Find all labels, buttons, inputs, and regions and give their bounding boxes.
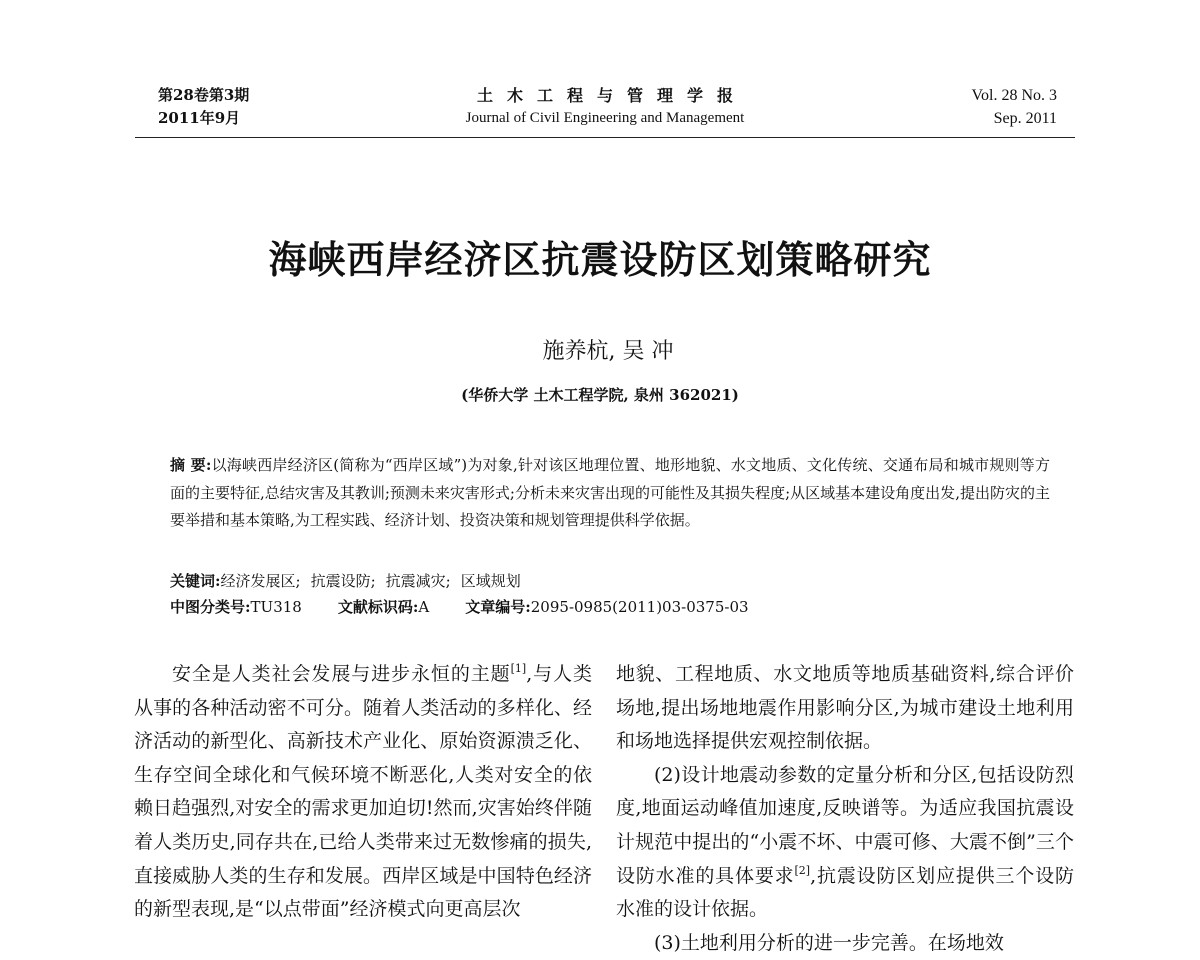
abstract	[170, 452, 1050, 535]
keyword-item: 区域规划	[460, 572, 521, 590]
keyword-item: 经济发展区;	[220, 572, 301, 590]
keywords-label: 关键词:	[170, 572, 221, 590]
abstract-label: 摘 要:	[170, 456, 212, 474]
abstract-text: 以海峡西岸经济区(简称为“西岸区域”)为对象,针对该区地理位置、地形地貌、水文地质、文化传统、交通布局和城市规则等方面的主要特征,总结灾害及其教训;预测未来灾害形式;分析未来灾害出现的可能性及其损失程度;从区域基本建设角度出发,提出防灾的主要举措和基本策略,为工程实践、经济计划、投资决策和规划管理提供科学依据。	[170, 456, 1050, 529]
volume-issue-cn: 第28卷第3期	[158, 86, 250, 104]
classification-line	[170, 595, 749, 619]
clc-value: TU318	[250, 598, 302, 616]
body-paragraph: (3)土地利用分析的进一步完善。在场地效	[654, 931, 1004, 954]
article-no-value: 2095-0985(2011)03-0375-03	[530, 598, 749, 616]
citation-ref: [1]	[510, 662, 527, 675]
header-center	[135, 84, 1075, 130]
body-text: ,抗震设防区划应提供三个设防水准的设计依据。	[616, 864, 1074, 921]
doc-code-value: A	[418, 598, 430, 616]
article-authors: 施养杭, 吴 冲	[542, 339, 674, 364]
article-title: 海峡西岸经济区抗震设防区划策略研究	[268, 238, 932, 282]
journal-name-en: Journal of Civil Engineering and Management	[465, 110, 745, 126]
journal-header	[135, 84, 1075, 136]
article-no-label: 文章编号:	[465, 598, 531, 616]
date-cn: 2011年9月	[158, 109, 241, 127]
body-text: 安全是人类社会发展与进步永恒的主题	[172, 663, 511, 685]
clc-label: 中图分类号:	[170, 598, 251, 616]
journal-name-cn: 土木工程与管理学报	[476, 86, 747, 105]
author-affiliation: (华侨大学 土木工程学院, 泉州 362021)	[461, 386, 739, 404]
keyword-item: 抗震减灾;	[385, 572, 451, 590]
header-divider	[135, 137, 1075, 138]
header-right	[972, 84, 1058, 130]
keyword-item: 抗震设防;	[310, 572, 376, 590]
body-text: ,与人类从事的各种活动密不可分。随着人类活动的多样化、经济活动的新型化、高新技术产业化、原始资源溃乏化、生存空间全球化和气候环境不断恶化,人类对安全的依赖日趋强烈,对安全的需求更加迫切!然而,灾害始终伴随着人类历史,同存共在,已给人类带来过无数惨痛的损失,直接威胁人类的生存和发展。西岸区域是中国特色经济的新型表现,是“以点带面”经济模式向更高层次	[134, 663, 592, 921]
date-en: Sep. 2011	[993, 110, 1057, 127]
volume-issue-en: Vol. 28 No. 3	[971, 87, 1057, 104]
keywords	[170, 569, 521, 593]
body-paragraph: 地貌、工程地质、水文地质等地质基础资料,综合评价场地,提出场地地震作用影响分区,为城市建设土地利用和场地选择提供宏观控制依据。	[616, 663, 1074, 753]
body-column-right	[616, 658, 1074, 960]
body-paragraph	[134, 658, 592, 927]
body-paragraph	[616, 759, 1074, 927]
body-text: (2)设计地震动参数的定量分析和分区,包括设防烈度,地面运动峰值加速度,反映谱等。为适应我国抗震设计规范中提出的“小震不坏、中震可修、大震不倒”三个设防水准的具体要求	[616, 763, 1074, 887]
doc-code-label: 文献标识码:	[337, 598, 419, 616]
citation-ref: [2]	[794, 863, 811, 877]
body-column-left	[134, 658, 592, 927]
